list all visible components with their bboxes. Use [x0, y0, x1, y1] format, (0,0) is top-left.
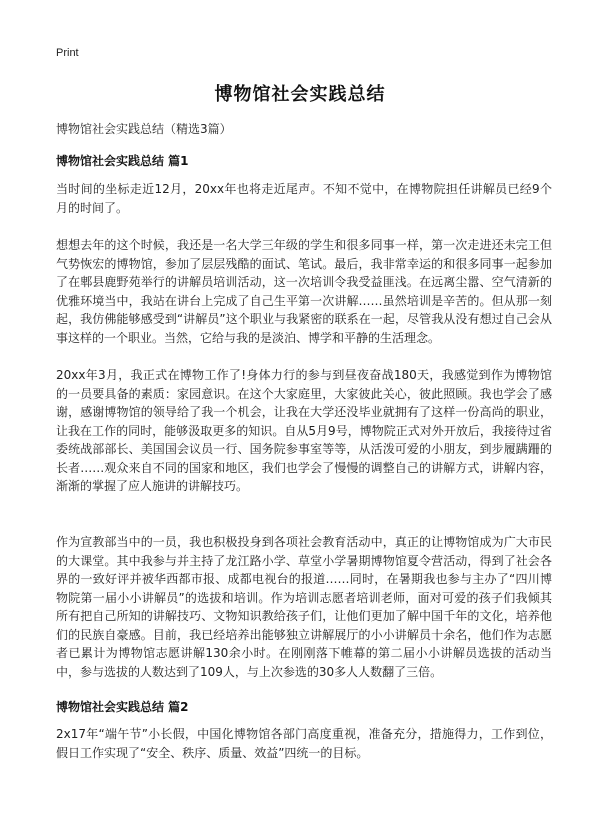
section-2-heading: 博物馆社会实践总结 篇2	[56, 700, 189, 714]
section-1-paragraph-3: 20xx年3月，我正式在博物工作了!身体力行的参与到昼夜奋战180天，我感觉到作为博物馆的一员要具备的素质：家园意识。在这个大家庭里，大家彼此关心，彼此照顾。我也学会了感谢，感谢博物馆的领导给了我一个机会，让我在大学还没毕业就拥有了这样一份高尚的职业，让我在工作的同时，能够汲取更多的知识。自从5月9号，博物院正式对外开放后，我接待过省委统战部部长、美国国会议员一行、国务院参事室等等，从活泼可爱的小朋友，到步履蹒跚的长者……观众来自不同的国家和地区，我们也学会了慢慢的调整自己的讲解方式，讲解内容，渐渐的掌握了应人施讲的讲解技巧。	[56, 368, 552, 493]
section-1-paragraph-1: 当时间的坐标走近12月，20xx年也将走近尾声。不知不觉中，在博物院担任讲解员已经9个月的时间了。	[56, 182, 552, 215]
page-title: 博物馆社会实践总结	[214, 84, 386, 105]
section-1-paragraph-2: 想想去年的这个时候，我还是一名大学三年级的学生和很多同事一样，第一次走进还未完工但气势恢宏的博物馆，参加了层层残酷的面试、笔试。最后，我非常幸运的和很多同事一起参加了在郫县鹿野苑举行的讲解员培训活动，这一次培训令我受益匪浅。在远离尘嚣、空气清新的优雅环境当中，我站在讲台上完成了自己生平第一次讲解……虽然培训是辛苦的。但从那一刻起，我仿佛能够感受到“讲解员”这个职业与我紧密的联系在一起，尽管我从没有想过自己会从事这样的一个职业。当然，它给与我的是淡泊、博学和平静的生活理念。	[56, 238, 552, 345]
print-link[interactable]: Print	[56, 47, 79, 59]
document-subtitle: 博物馆社会实践总结（精选3篇）	[56, 122, 232, 136]
section-1-heading: 博物馆社会实践总结 篇1	[56, 154, 189, 168]
section-2-paragraph-1: 2x17年“端午节”小长假，中国化博物馆各部门高度重视，准备充分，措施得力，工作到位，假日工作实现了“安全、秩序、质量、效益”四统一的目标。	[56, 727, 552, 760]
section-1-paragraph-4: 作为宣教部当中的一员，我也积极投身到各项社会教育活动中，真正的让博物馆成为广大市民的大课堂。其中我参与并主持了龙江路小学、草堂小学暑期博物馆夏令营活动，得到了社会各界的一致好评并被华西都市报、成都电视台的报道……同时，在暑期我也参与主办了“四川博物院第一届小小讲解员”的选拔和培训。作为培训志愿者培训老师，面对可爱的孩子们我倾其所有把自己所知的讲解技巧、文物知识教给孩子们，让他们更加了解中国千年的文化，培养他们的民族自豪感。目前，我已经培养出能够独立讲解展厅的小小讲解员十余名，他们作为志愿者已累计为博物馆志愿讲解130余小时。在刚刚落下帷幕的第二届小小讲解员选拔的活动当中，参与选拔的人数达到了109人，与上次参选的30多人人数翻了三倍。	[56, 535, 552, 679]
